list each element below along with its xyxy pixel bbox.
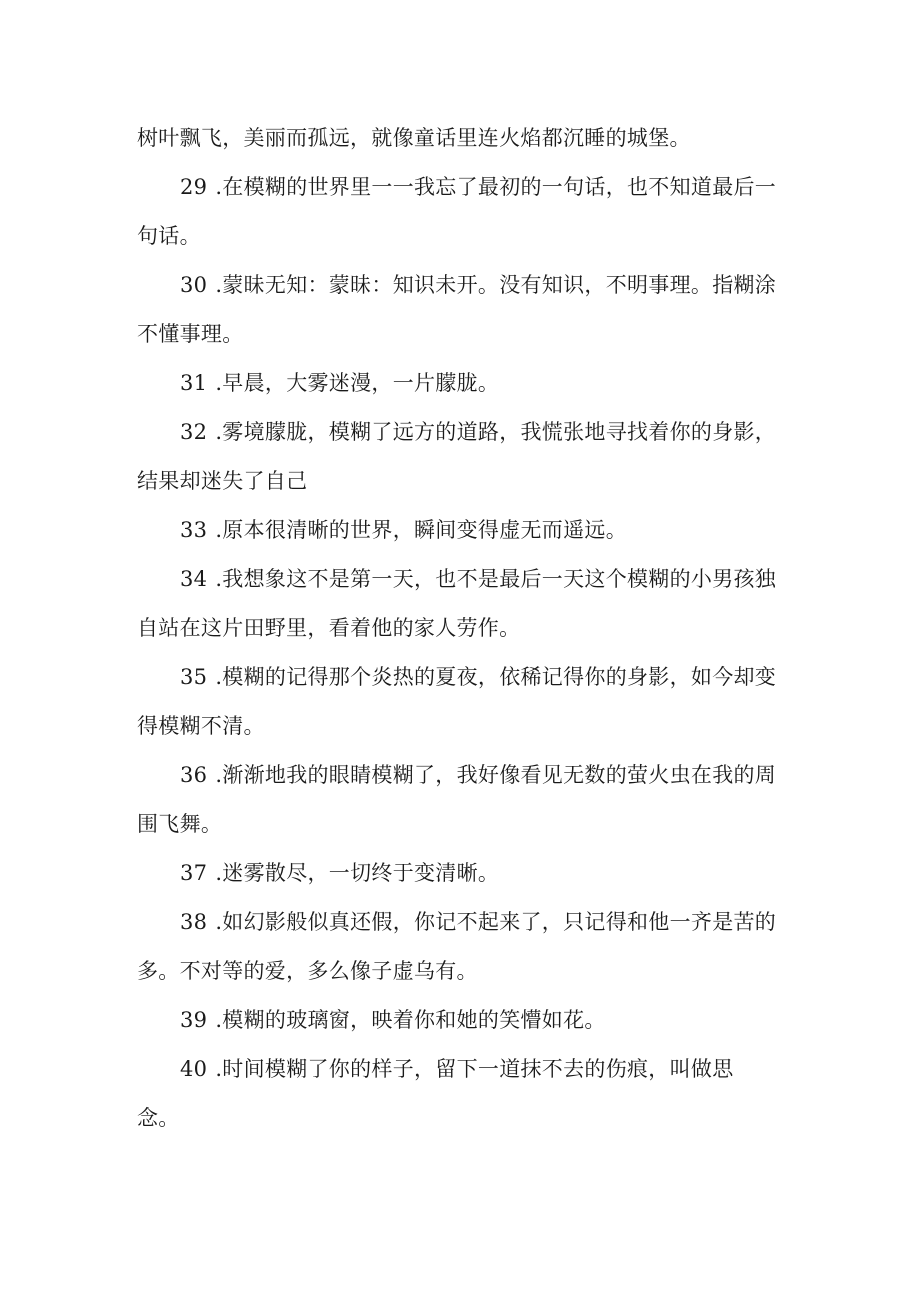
continuation-line: 树叶飘飞，美丽而孤远，就像童话里连火焰都沉睡的城堡。 xyxy=(137,126,691,150)
item-number: 40 xyxy=(180,1057,208,1081)
item-29-line-2: 句话。 xyxy=(137,224,201,248)
item-text: .雾境朦胧，模糊了远方的道路，我慌张地寻找着你的身影， xyxy=(215,420,777,444)
item-number: 32 xyxy=(180,420,208,444)
item-number: 35 xyxy=(180,665,208,689)
item-number: 31 xyxy=(180,371,208,395)
item-number: 33 xyxy=(180,518,208,542)
item-29-line-1 xyxy=(180,174,776,200)
item-number: 37 xyxy=(180,861,208,885)
item-31-line-1 xyxy=(180,370,499,396)
item-number: 29 xyxy=(180,175,208,199)
item-35-line-2: 得模糊不清。 xyxy=(137,714,265,738)
item-30-line-1 xyxy=(180,272,776,298)
item-40-line-1 xyxy=(180,1056,734,1082)
item-text: .时间模糊了你的样子，留下一道抹不去的伤痕，叫做思 xyxy=(215,1057,734,1081)
item-32-line-2: 结果却迷失了自己 xyxy=(137,469,308,493)
item-text: .原本很清晰的世界，瞬间变得虚无而遥远。 xyxy=(215,518,628,542)
item-number: 30 xyxy=(180,273,208,297)
item-37-line-1 xyxy=(180,860,499,886)
item-35-line-1 xyxy=(180,664,776,690)
item-text: .模糊的玻璃窗，映着你和她的笑懵如花。 xyxy=(215,1008,606,1032)
item-text: .渐渐地我的眼睛模糊了，我好像看见无数的萤火虫在我的周 xyxy=(215,763,777,787)
item-30-line-2: 不懂事理。 xyxy=(137,322,244,346)
item-39-line-1 xyxy=(180,1007,606,1033)
item-34-line-2: 自站在这片田野里，看着他的家人劳作。 xyxy=(137,616,521,640)
item-text: .早晨，大雾迷漫，一片朦胧。 xyxy=(215,371,500,395)
item-text: .在模糊的世界里一一我忘了最初的一句话，也不知道最后一 xyxy=(215,175,777,199)
item-text: .如幻影般似真还假，你记不起来了，只记得和他一齐是苦的 xyxy=(215,910,777,934)
item-number: 36 xyxy=(180,763,208,787)
item-40-line-2: 念。 xyxy=(137,1106,180,1130)
item-36-line-1 xyxy=(180,762,776,788)
item-34-line-1 xyxy=(180,566,776,592)
item-33-line-1 xyxy=(180,517,627,543)
item-number: 39 xyxy=(180,1008,208,1032)
item-32-line-1 xyxy=(180,419,776,445)
item-text: .蒙昧无知：蒙昧：知识未开。没有知识，不明事理。指糊涂 xyxy=(215,273,777,297)
item-36-line-2: 围飞舞。 xyxy=(137,812,223,836)
item-number: 34 xyxy=(180,567,208,591)
item-text: .模糊的记得那个炎热的夏夜，依稀记得你的身影，如今却变 xyxy=(215,665,777,689)
item-text: .迷雾散尽，一切终于变清晰。 xyxy=(215,861,500,885)
item-number: 38 xyxy=(180,910,208,934)
item-38-line-1 xyxy=(180,909,776,935)
item-38-line-2: 多。不对等的爱，多么像子虚乌有。 xyxy=(137,959,478,983)
item-text: .我想象这不是第一天，也不是最后一天这个模糊的小男孩独 xyxy=(215,567,777,591)
